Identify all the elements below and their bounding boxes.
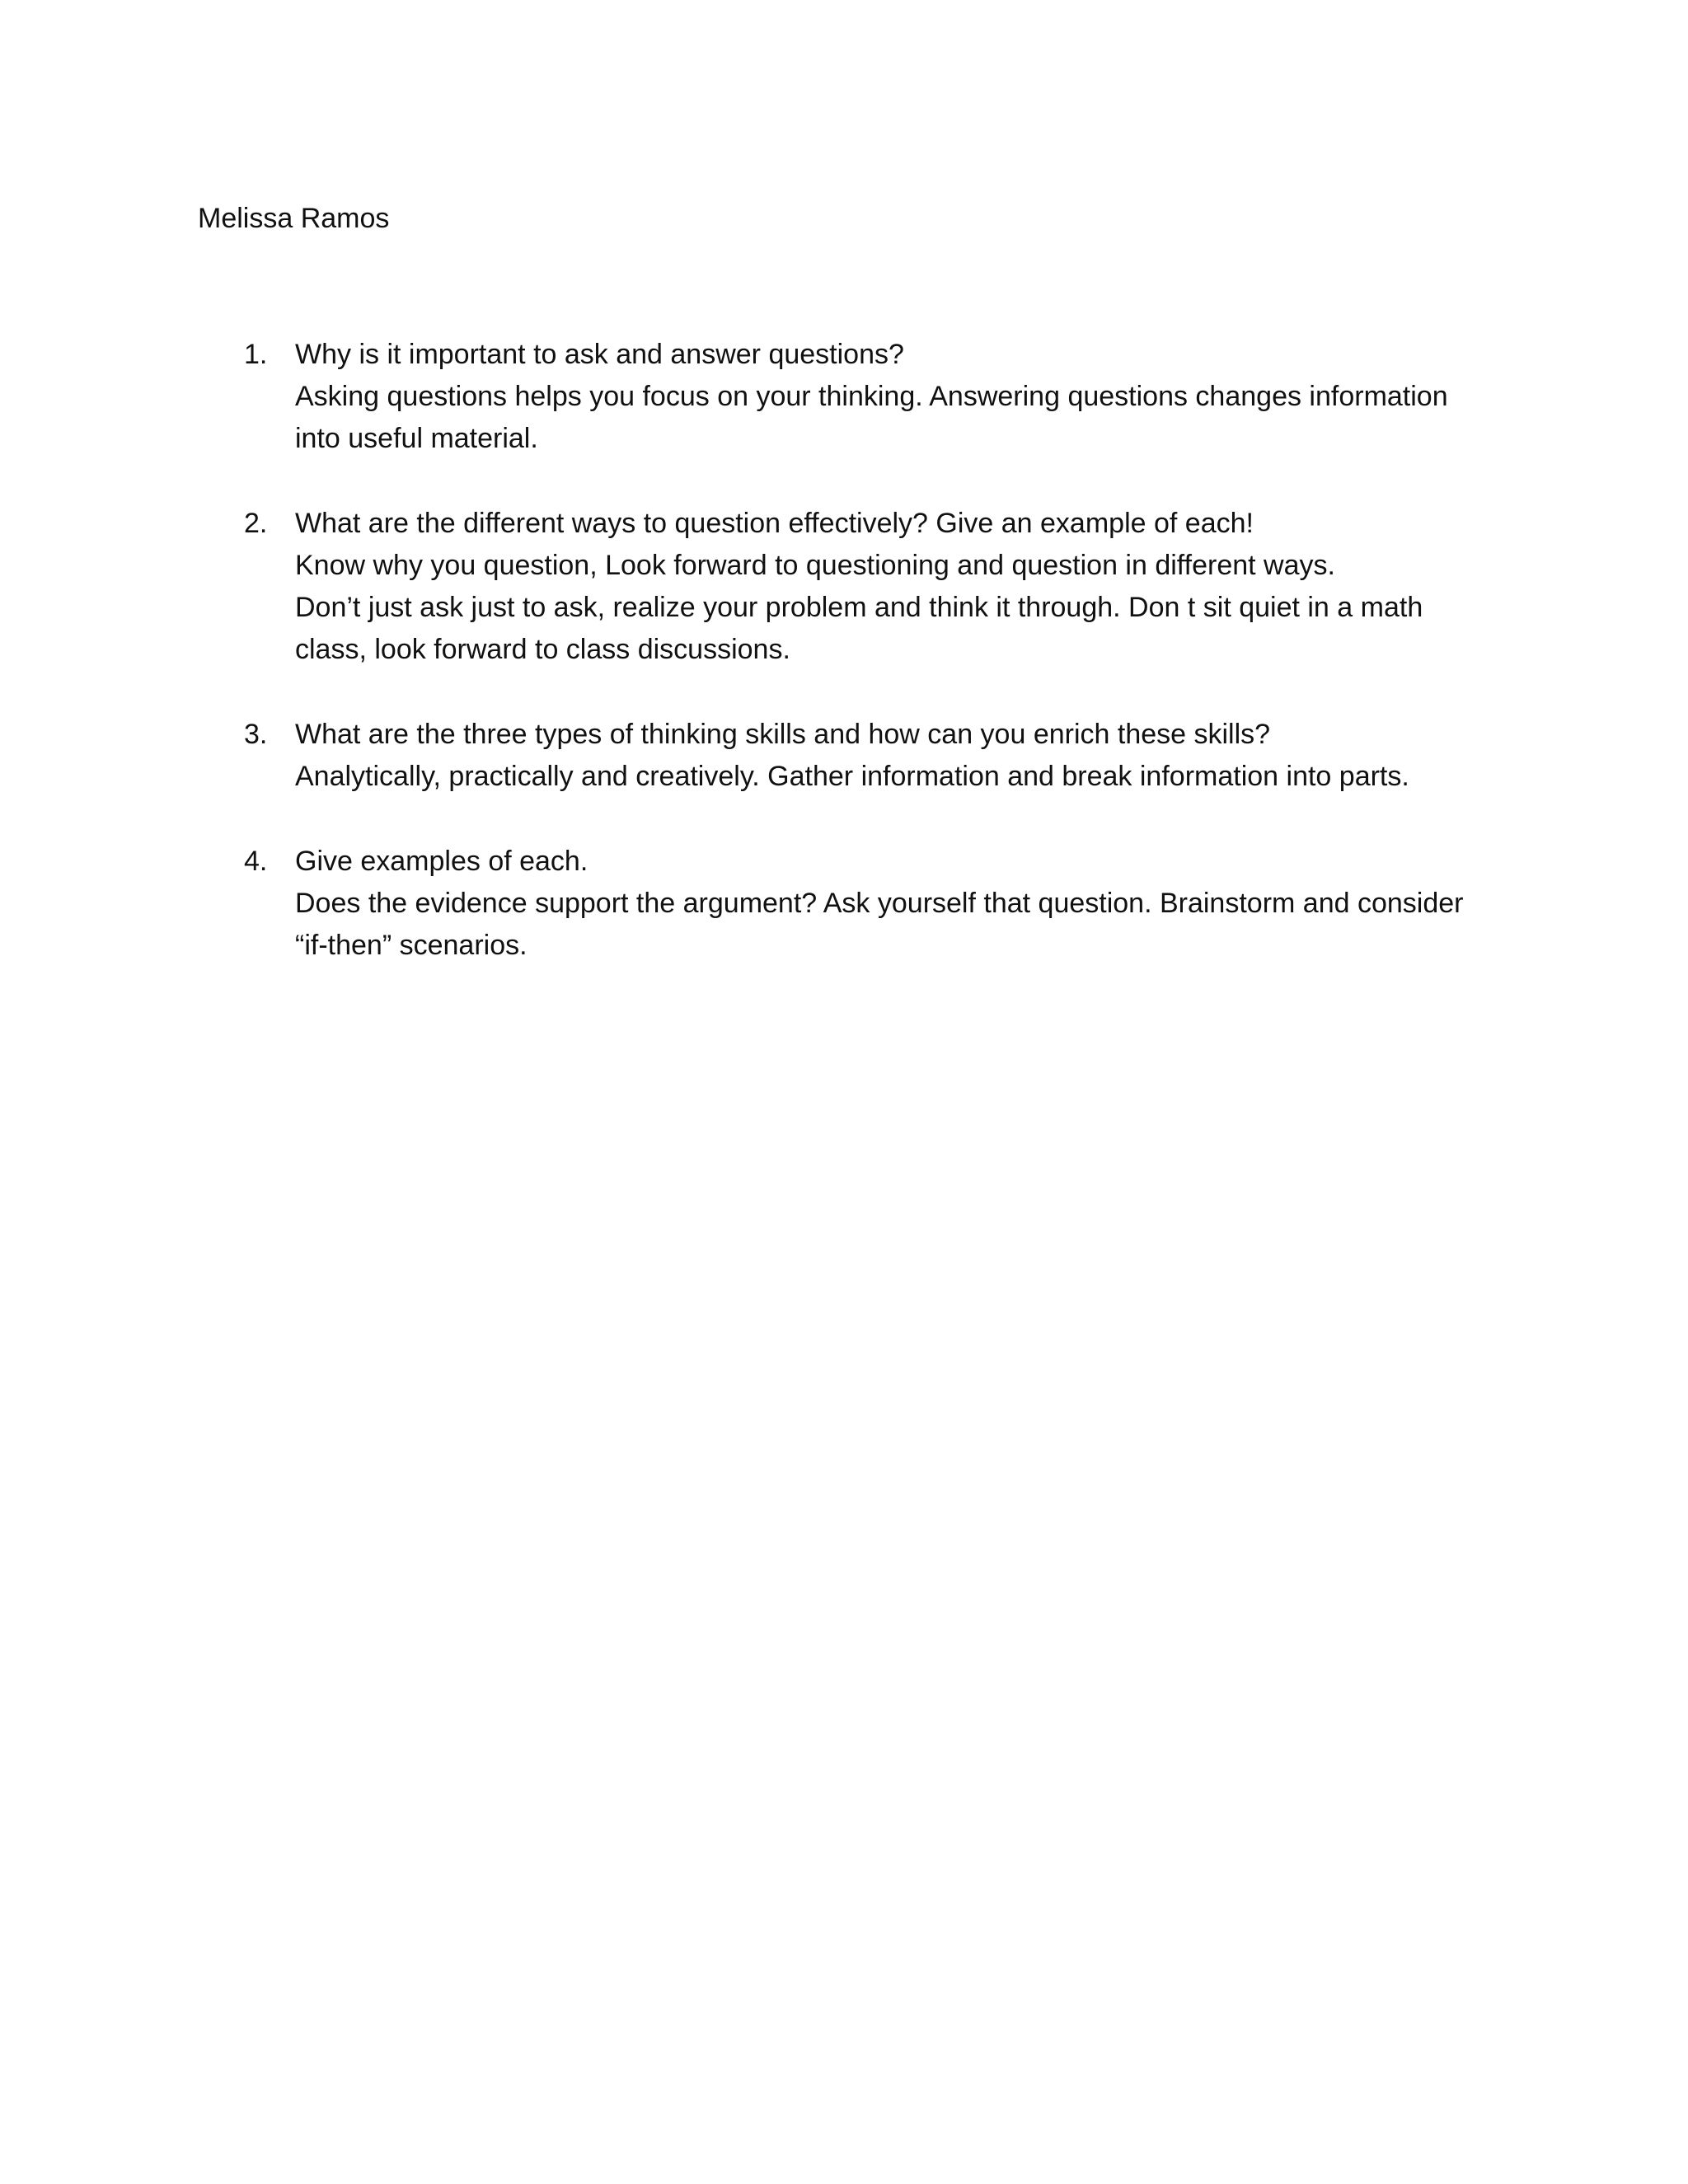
question-number: 1. <box>244 339 268 370</box>
answer-text: Does the evidence support the argument? Ask yourself that question. Brainstorm and consider <box>295 888 1464 919</box>
question-item <box>244 714 1480 798</box>
question-text: Give examples of each. <box>295 846 588 877</box>
answer-text: Know why you question, Look forward to questioning and question in different ways. <box>295 550 1335 581</box>
question-text: Why is it important to ask and answer questions? <box>295 339 904 370</box>
answer-text: Don’t just ask just to ask, realize your problem and think it through. Don t sit quiet in a math <box>295 592 1423 623</box>
question-list <box>244 334 1480 1010</box>
question-item <box>244 841 1480 967</box>
question-number: 3. <box>244 719 268 750</box>
question-text: What are the three types of thinking skills and how can you enrich these skills? <box>295 719 1271 750</box>
author-name: Melissa Ramos <box>198 203 390 234</box>
answer-text: Asking questions helps you focus on your thinking. Answering questions changes information <box>295 381 1448 412</box>
question-number: 4. <box>244 846 268 877</box>
answer-text: “if-then” scenarios. <box>295 930 528 961</box>
question-item <box>244 334 1480 460</box>
question-text: What are the different ways to question effectively? Give an example of each! <box>295 508 1254 539</box>
answer-text: class, look forward to class discussions. <box>295 634 790 665</box>
question-item <box>244 503 1480 671</box>
answer-text: into useful material. <box>295 423 538 454</box>
question-number: 2. <box>244 508 268 539</box>
answer-text: Analytically, practically and creatively. Gather information and break information into parts. <box>295 761 1409 792</box>
